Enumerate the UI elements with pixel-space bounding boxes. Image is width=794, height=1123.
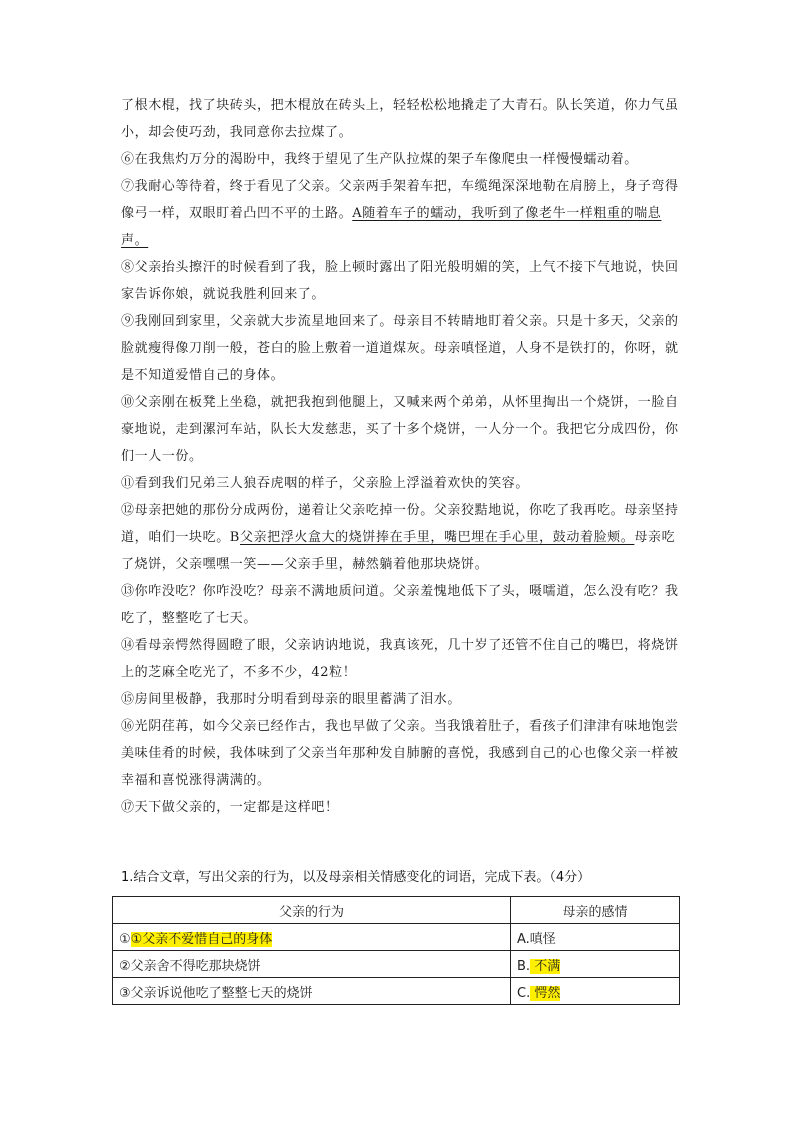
table-header-row [113,897,680,924]
mother-emotion-cell [511,924,680,951]
paragraph-9 [121,308,681,389]
mother-emotion-cell [511,951,680,978]
paragraph-11 [121,470,681,497]
option-letter: B. [517,958,531,974]
paragraph-15 [121,686,681,713]
paragraph-17 [121,794,681,821]
paragraph-text: ⑫母亲把她的那份分成两份，递着让父亲吃掉一份。父亲狡黠地说，你吃了我再吃。母亲坚持道，咱们一块吃。B [121,503,679,545]
row-number: ③ [119,985,131,1001]
mother-emotion-text: 嗔怪 [529,931,556,947]
mother-emotion-text: 愕然 [530,985,561,1001]
paragraph-text: ⑦我耐心等待着，终于看见了父亲。父亲两手架着车把，车缆绳深深地勒在肩膀上，身子弯得像弓一样，双眼盯着凸凹不平的土路。 [121,179,679,221]
mother-emotion-text: 不满 [530,958,561,974]
father-action-text: 父亲诉说他吃了整整七天的烧饼 [130,985,313,1001]
row-number: ① [119,931,131,947]
option-letter: A. [517,931,530,947]
paragraph-6 [121,146,681,173]
paragraph-text: ⑮房间里极静，我那时分明看到母亲的眼里蓄满了泪水。 [121,692,462,707]
paragraph-text: 母亲吃了烧饼，父亲嘿嘿一笑——父亲手里，赫然躺着他那块烧饼。 [121,530,676,572]
paragraph-text: ⑬你咋没吃？你咋没吃？母亲不满地质问道。父亲羞愧地低下了头，嗫嚅道，怎么没有吃？我吃了，整整吃了七天。 [121,584,679,626]
paragraph-7 [121,173,681,254]
paragraph-continued [121,92,681,146]
father-action-cell [113,951,511,978]
paragraph-text: ⑩父亲刚在板凳上坐稳，就把我抱到他腿上，又喊来两个弟弟，从怀里掏出一个烧饼，一脸自豪地说，走到漯河车站，队长大发慈悲，买了十多个烧饼，一人分一个。我把它分成四份，你们一人一份。 [121,395,679,464]
table-row [113,951,680,978]
paragraph-text: 了根木棍，找了块砖头，把木棍放在砖头上，轻轻松松地撬走了大青石。队长笑道，你力气虽小，却会使巧劲，我同意你去拉煤了。 [121,98,679,140]
father-action-cell [113,978,511,1005]
paragraph-10 [121,389,681,470]
underlined-sentence: A随着车子的蠕动，我听到了像老牛一样粗重的喘息声。 [121,206,662,248]
mother-emotion-cell [511,978,680,1005]
paragraph-text: ⑭看母亲愕然得圆瞪了眼，父亲讷讷地说，我真该死，几十岁了还管不住自己的嘴巴，将烧饼上的芝麻全吃光了，不多不少，42粒！ [121,638,679,680]
option-letter: C. [517,985,531,1001]
header-father-action: 父亲的行为 [113,897,511,924]
underlined-sentence: 父亲把浮火盒大的烧饼捧在手里，嘴巴埋在手心里，鼓动着脸颊。 [239,530,635,545]
paragraph-text: ⑰天下做父亲的，一定都是这样吧！ [121,800,339,815]
paragraph-text: ⑧父亲抬头擦汗的时候看到了我，脸上顿时露出了阳光般明媚的笑，上气不接下气地说，快回家告诉你娘，就说我胜利回来了。 [121,260,679,302]
answer-table [112,896,680,1005]
paragraph-8 [121,254,681,308]
father-action-text: 父亲舍不得吃那块烧饼 [130,958,261,974]
paragraph-13 [121,578,681,632]
father-action-text: ①父亲不爱惜自己的身体 [130,931,273,947]
table-row [113,978,680,1005]
question-title: 1.结合文章，写出父亲的行为，以及母亲相关情感变化的词语，完成下表。（4分） [121,870,591,885]
paragraph-16 [121,713,681,794]
row-number: ② [119,958,131,974]
paragraph-12 [121,497,681,578]
table-row [113,924,680,951]
paragraph-text: ⑪看到我们兄弟三人狼吞虎咽的样子，父亲脸上浮溢着欢快的笑容。 [121,476,530,491]
paragraph-14 [121,632,681,686]
paragraph-text: ⑥在我焦灼万分的渴盼中，我终于望见了生产队拉煤的架子车像爬虫一样慢慢蠕动着。 [121,152,638,167]
header-mother-emotion: 母亲的感情 [511,897,680,924]
paragraph-text: ⑯光阴荏苒，如今父亲已经作古，我也早做了父亲。当我饿着肚子，看孩子们津津有味地饱尝美味佳肴的时候，我体味到了父亲当年那种发自肺腑的喜悦，我感到自己的心也像父亲一样被幸福和喜悦涨得满满的。 [121,719,679,788]
father-action-cell [113,924,511,951]
paragraph-text: ⑨我刚回到家里，父亲就大步流星地回来了。母亲目不转睛地盯着父亲。只是十多天，父亲的脸就瘦得像刀削一般，苍白的脸上敷着一道道煤灰。母亲嗔怪道，人身不是铁打的，你呀，就是不知道爱惜自己的身体。 [121,314,679,383]
table-body [113,924,680,1005]
